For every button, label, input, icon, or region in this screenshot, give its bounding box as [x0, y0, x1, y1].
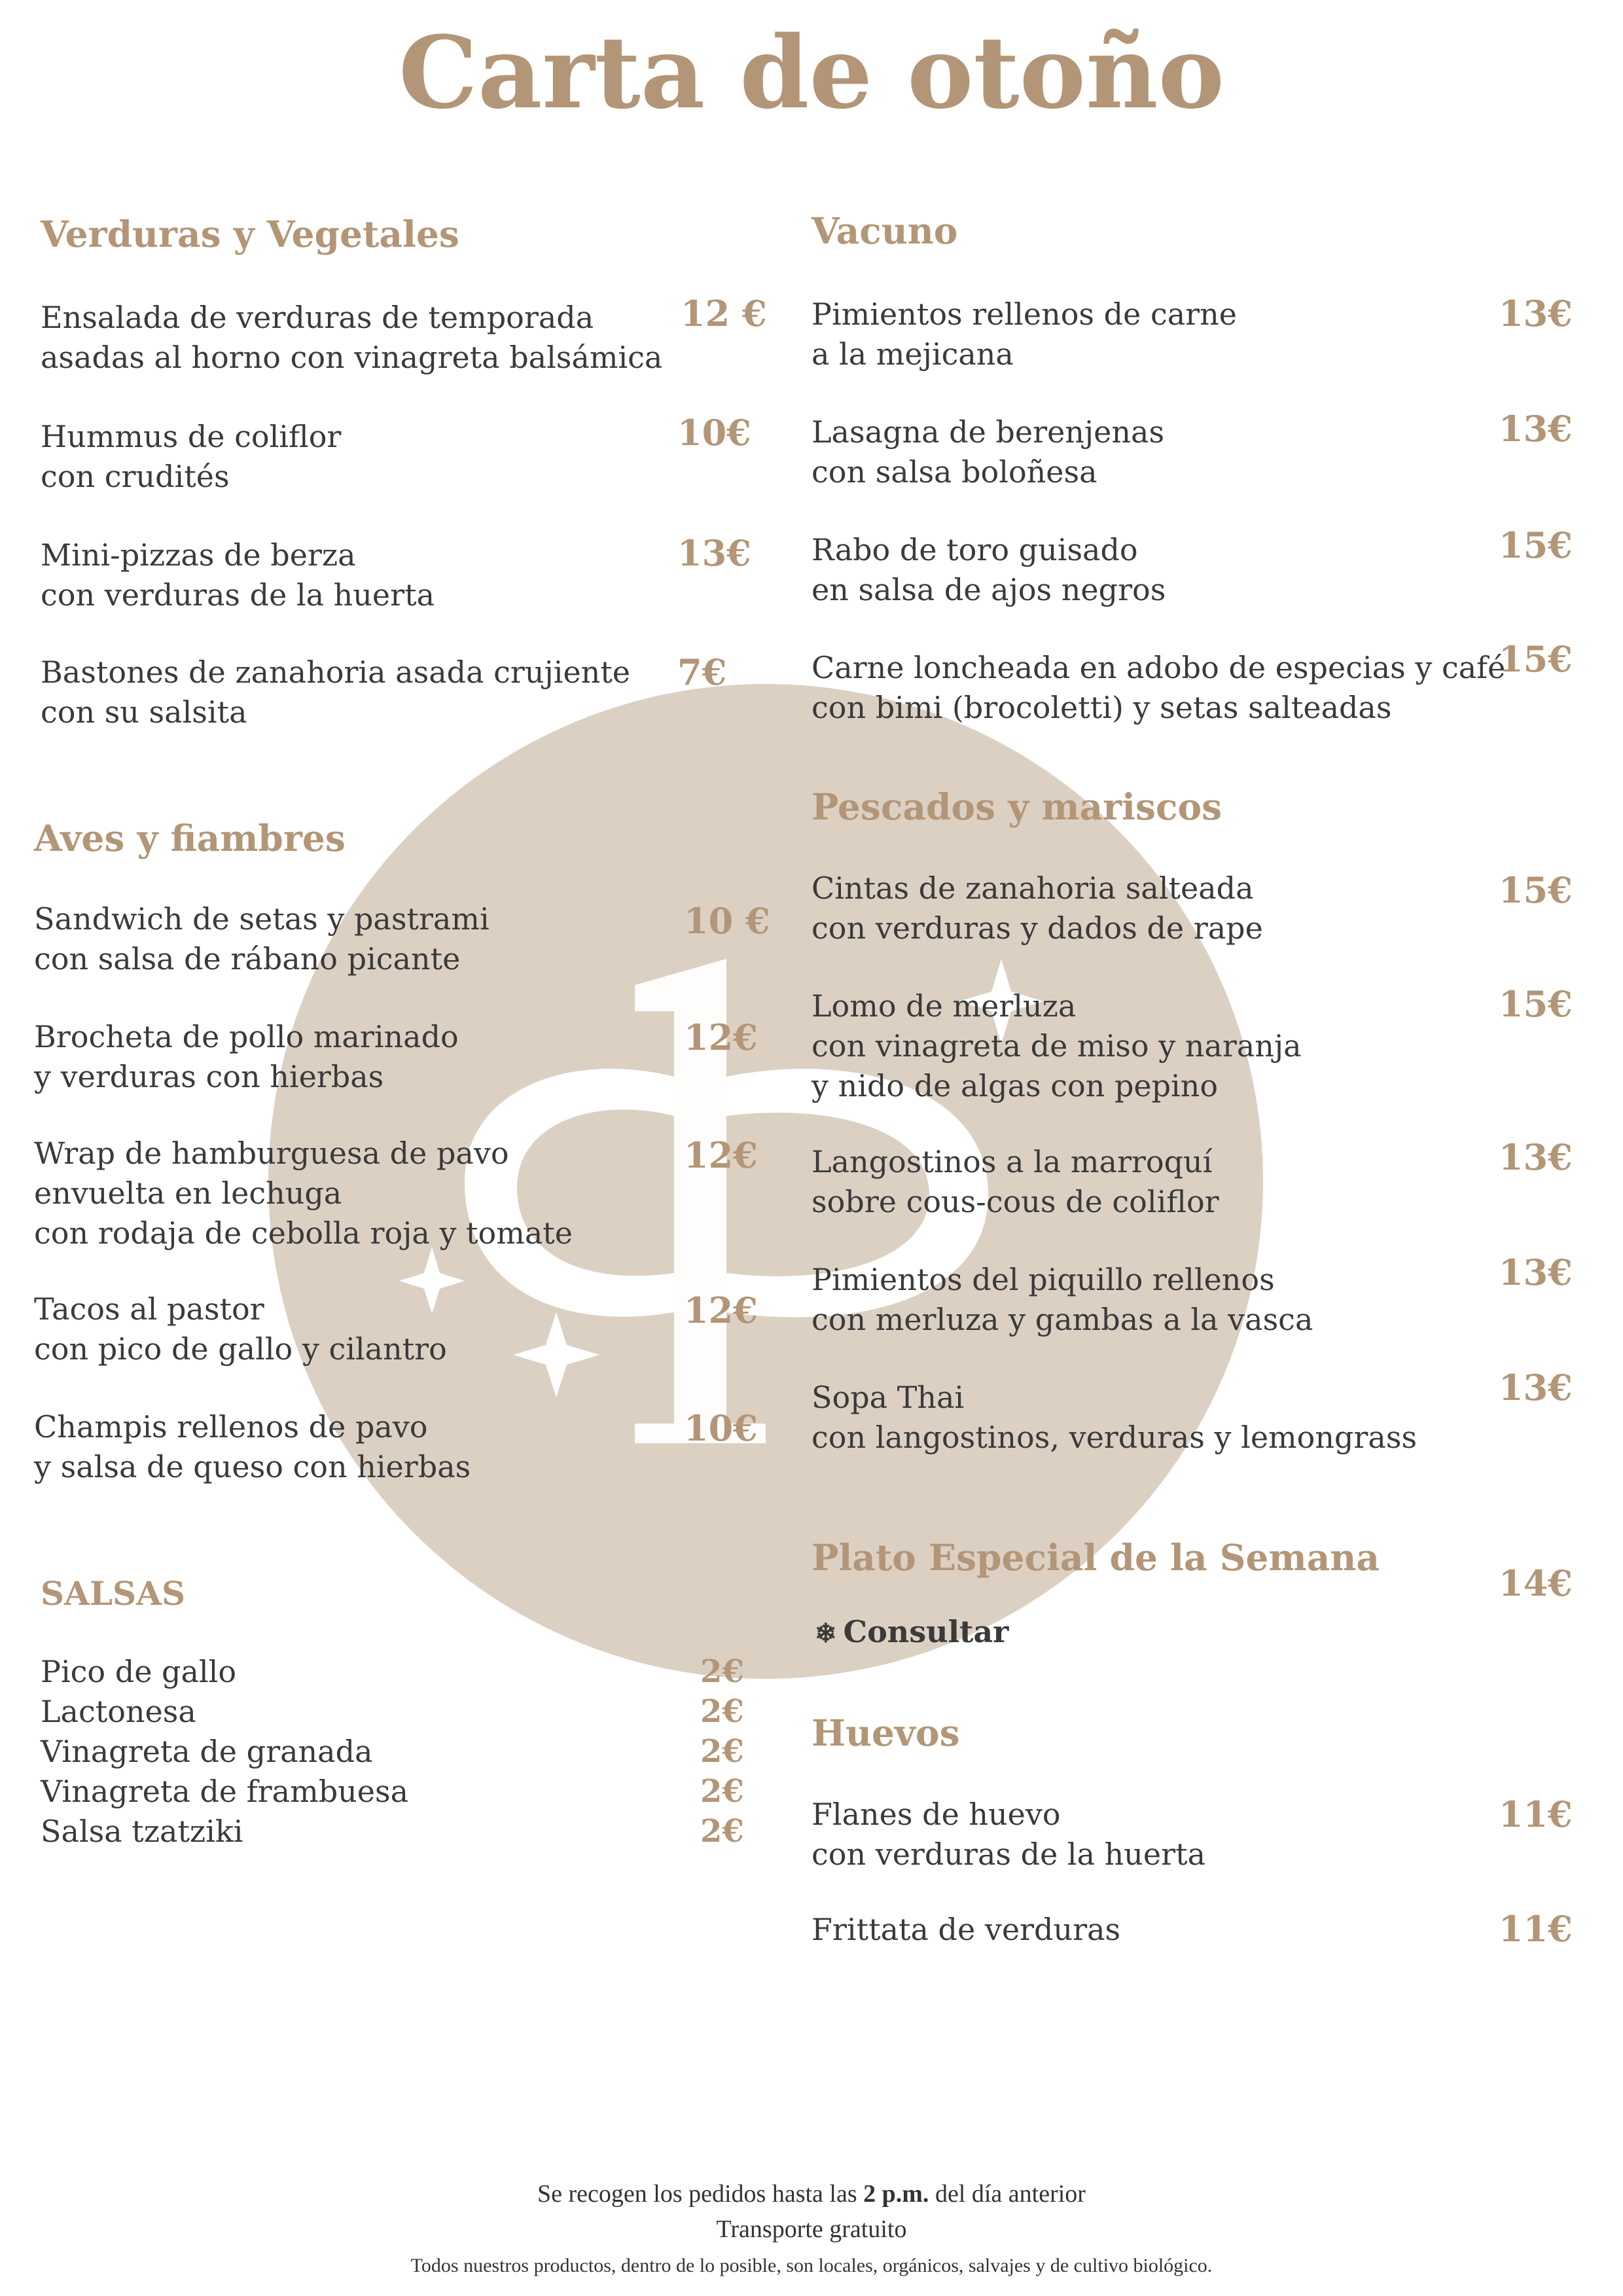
menu-item	[812, 1795, 1205, 1874]
item-name: Wrap de hamburguesa de pavo	[34, 1136, 509, 1171]
item-price: 13€	[1499, 1251, 1573, 1293]
menu-item	[41, 653, 630, 732]
item-price: 13€	[1499, 408, 1573, 450]
menu-item	[34, 1134, 573, 1253]
menu-item	[34, 1289, 447, 1369]
sauce-price: 2€	[700, 1653, 744, 1690]
sauce-name: Vinagreta de granada	[41, 1734, 373, 1769]
item-name: Hummus de coliflor	[41, 419, 342, 454]
section-heading-especial: Plato Especial de la Semana	[812, 1536, 1380, 1579]
consult-label: Consultar	[843, 1614, 1009, 1649]
item-description: asadas al horno con vinagreta balsámica	[41, 340, 663, 375]
item-price: 7€	[677, 651, 727, 693]
item-description: sobre cous-cous de coliflor	[812, 1184, 1219, 1219]
menu-item	[812, 869, 1263, 948]
item-name: Tacos al pastor	[34, 1291, 264, 1327]
snowflake-icon: ❄	[815, 1618, 837, 1649]
sauce-price: 2€	[700, 1693, 744, 1730]
item-description: con pico de gallo y cilantro	[34, 1331, 447, 1367]
item-price: 15€	[1499, 869, 1573, 911]
item-name: Rabo de toro guisado	[812, 532, 1138, 567]
item-description: con vinagreta de miso y naranja	[812, 1028, 1302, 1064]
menu-item	[812, 1378, 1417, 1458]
item-name: Lomo de merluza	[812, 988, 1077, 1024]
sauce-price: 2€	[700, 1773, 744, 1810]
footer-note: Todos nuestros productos, dentro de lo posible, son locales, orgánicos, salvajes y de cultivo biológico.	[410, 2255, 1213, 2276]
item-price: 13€	[1499, 293, 1573, 334]
footer-pickup	[0, 2179, 1623, 2208]
item-price: 10€	[684, 1407, 758, 1449]
menu-item	[41, 298, 662, 378]
item-price: 11€	[1499, 1908, 1573, 1950]
item-description: con langostinos, verduras y lemongrass	[812, 1420, 1418, 1455]
item-price: 13€	[677, 532, 751, 574]
item-name: Carne loncheada en adobo de especias y café	[812, 650, 1506, 685]
menu-item	[41, 417, 341, 497]
item-description: con salsa boloñesa	[812, 454, 1097, 490]
item-description: envuelta en lechuga	[34, 1175, 342, 1211]
item-description: con verduras y dados de rape	[812, 910, 1263, 946]
footer-text: del día anterior	[929, 2180, 1086, 2208]
item-description: con merluza y gambas a la vasca	[812, 1302, 1313, 1337]
section-heading-huevos: Huevos	[812, 1712, 960, 1754]
item-price: 11€	[1499, 1793, 1573, 1835]
item-price: 15€	[1499, 983, 1573, 1025]
item-price: 12€	[684, 1016, 758, 1058]
item-price: 15€	[1499, 524, 1573, 566]
item-description: y nido de algas con pepino	[812, 1068, 1219, 1103]
footer-transport: Transporte gratuito	[716, 2215, 907, 2243]
sauce-name: Pico de gallo	[41, 1654, 237, 1689]
item-name: Pimientos rellenos de carne	[812, 296, 1237, 332]
item-name: Frittata de verduras	[812, 1912, 1121, 1947]
sauce-name: Salsa tzatziki	[41, 1814, 243, 1849]
item-description: con verduras de la huerta	[41, 577, 435, 613]
sauce-name: Vinagreta de frambuesa	[41, 1774, 409, 1809]
consult-note	[815, 1614, 1008, 1649]
section-heading-salsas: SALSAS	[41, 1574, 186, 1613]
item-description: con verduras de la huerta	[812, 1837, 1206, 1872]
menu-item	[34, 1407, 471, 1487]
item-description: y verduras con hierbas	[34, 1059, 384, 1094]
item-name: Lasagna de berenjenas	[812, 414, 1165, 450]
footer-time: 2 p.m.	[863, 2180, 929, 2208]
menu-item	[812, 1142, 1219, 1222]
sauce-list	[41, 1652, 408, 1852]
sauce-price: 2€	[700, 1733, 744, 1770]
item-price: 12 €	[681, 293, 767, 334]
item-name: Cintas de zanahoria salteada	[812, 870, 1254, 906]
item-name: Sandwich de setas y pastrami	[34, 901, 490, 937]
item-description: con crudités	[41, 459, 230, 494]
item-price: 13€	[1499, 1367, 1573, 1408]
item-price: 10 €	[684, 900, 770, 942]
item-name: Pimientos del piquillo rellenos	[812, 1262, 1275, 1297]
menu-item	[812, 986, 1302, 1106]
item-price: 10€	[677, 412, 751, 454]
menu-item	[812, 1910, 1120, 1950]
menu-item	[34, 899, 490, 979]
menu-item	[812, 295, 1237, 374]
menu-item	[41, 535, 435, 615]
sauce-name: Lactonesa	[41, 1694, 196, 1729]
item-description: con rodaja de cebolla roja y tomate	[34, 1215, 573, 1251]
item-name: Flanes de huevo	[812, 1797, 1061, 1832]
item-price: 13€	[1499, 1136, 1573, 1178]
item-name: Bastones de zanahoria asada crujiente	[41, 655, 631, 690]
menu-item	[812, 530, 1166, 610]
item-name: Ensalada de verduras de temporada	[41, 300, 594, 335]
item-name: Sopa Thai	[812, 1380, 965, 1415]
menu-item	[812, 648, 1505, 728]
menu-item	[812, 1260, 1313, 1340]
section-heading-verduras: Verduras y Vegetales	[41, 213, 459, 255]
section-heading-vacuno: Vacuno	[812, 209, 958, 252]
item-description: en salsa de ajos negros	[812, 572, 1166, 607]
item-description: con bimi (brocoletti) y setas salteadas	[812, 690, 1392, 725]
item-name: Mini-pizzas de berza	[41, 537, 356, 573]
item-name: Champis rellenos de pavo	[34, 1409, 428, 1444]
footer-text: Se recogen los pedidos hasta las	[537, 2180, 864, 2208]
item-price: 12€	[684, 1134, 758, 1176]
item-price: 15€	[1499, 638, 1573, 680]
item-price: 14€	[1499, 1562, 1573, 1604]
menu-item	[34, 1017, 459, 1097]
section-heading-aves: Aves y fiambres	[34, 817, 346, 859]
item-description: con salsa de rábano picante	[34, 941, 461, 977]
page-title: Carta de otoño	[399, 14, 1224, 131]
item-name: Langostinos a la marroquí	[812, 1144, 1213, 1179]
item-price: 12€	[684, 1289, 758, 1331]
menu-item	[812, 412, 1164, 492]
section-heading-pescados: Pescados y mariscos	[812, 785, 1222, 828]
item-name: Brocheta de pollo marinado	[34, 1019, 459, 1054]
item-description: a la mejicana	[812, 336, 1014, 372]
item-description: y salsa de queso con hierbas	[34, 1449, 471, 1484]
item-description: con su salsita	[41, 694, 247, 730]
sauce-price: 2€	[700, 1813, 744, 1850]
